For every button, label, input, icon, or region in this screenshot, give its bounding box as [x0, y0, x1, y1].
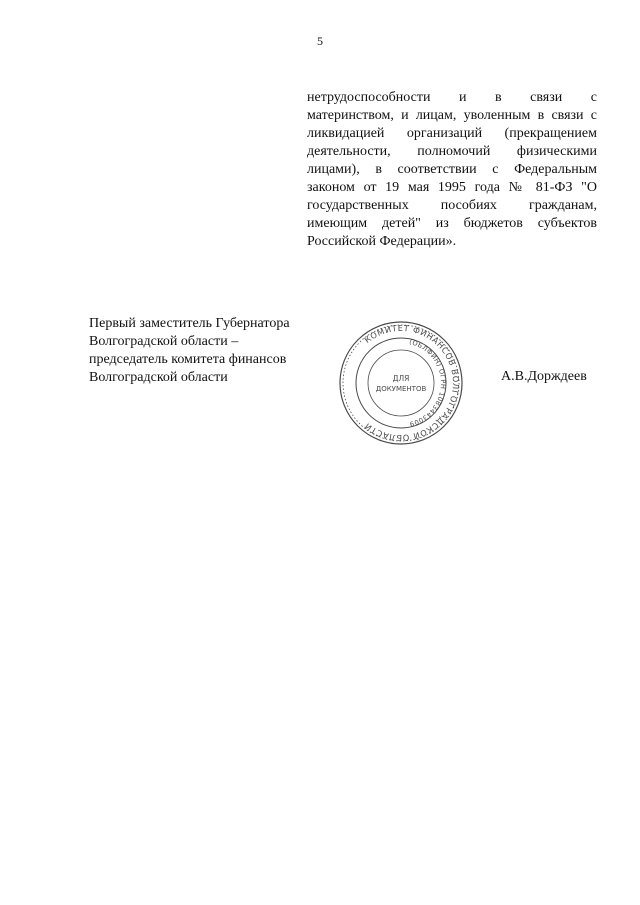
- signatory-name: А.В.Дорждеев: [501, 369, 587, 384]
- official-stamp: [338, 320, 464, 446]
- body-text-line: материнством, и лицам, уволенным в связи с: [307, 108, 597, 123]
- signatory-position: [89, 315, 329, 387]
- body-text-line: законом от 19 мая 1995 года № 81-ФЗ "О: [307, 180, 597, 195]
- stamp-outer-text: КОМИТЕТ ФИНАНСОВ ВОЛГОГРАДСКОЙ ОБЛАСТИ: [362, 322, 462, 444]
- body-text-line: Российской Федерации».: [307, 234, 457, 249]
- stamp-inner-text: (ОБЛФИН) ОГРН 1083443009: [408, 337, 448, 429]
- signatory-position-line: Первый заместитель Губернатора: [89, 316, 290, 331]
- signatory-position-line: Волгоградской области: [89, 370, 228, 385]
- body-text-line: имеющим детей" из бюджетов субъектов: [307, 216, 597, 231]
- stamp-center-text-line2: ДОКУМЕНТОВ: [375, 385, 427, 393]
- body-text-line: деятельности, полномочий физическими: [307, 144, 597, 159]
- body-text-line: нетрудоспособности и в связи с: [307, 90, 597, 105]
- signatory-position-line: Волгоградской области –: [89, 334, 239, 349]
- body-text-line: государственных пособиях гражданам,: [307, 198, 597, 213]
- signatory-position-line: председатель комитета финансов: [89, 352, 287, 367]
- body-text-paragraph: [307, 89, 597, 251]
- stamp-inner-ring: [368, 350, 434, 416]
- stamp-center-text-line1: ДЛЯ: [392, 374, 410, 383]
- body-text-line: лицами), в соответствии с Федеральным: [307, 162, 597, 177]
- body-text-line: ликвидацией организаций (прекращением: [307, 126, 597, 141]
- page-number: 5: [317, 34, 323, 48]
